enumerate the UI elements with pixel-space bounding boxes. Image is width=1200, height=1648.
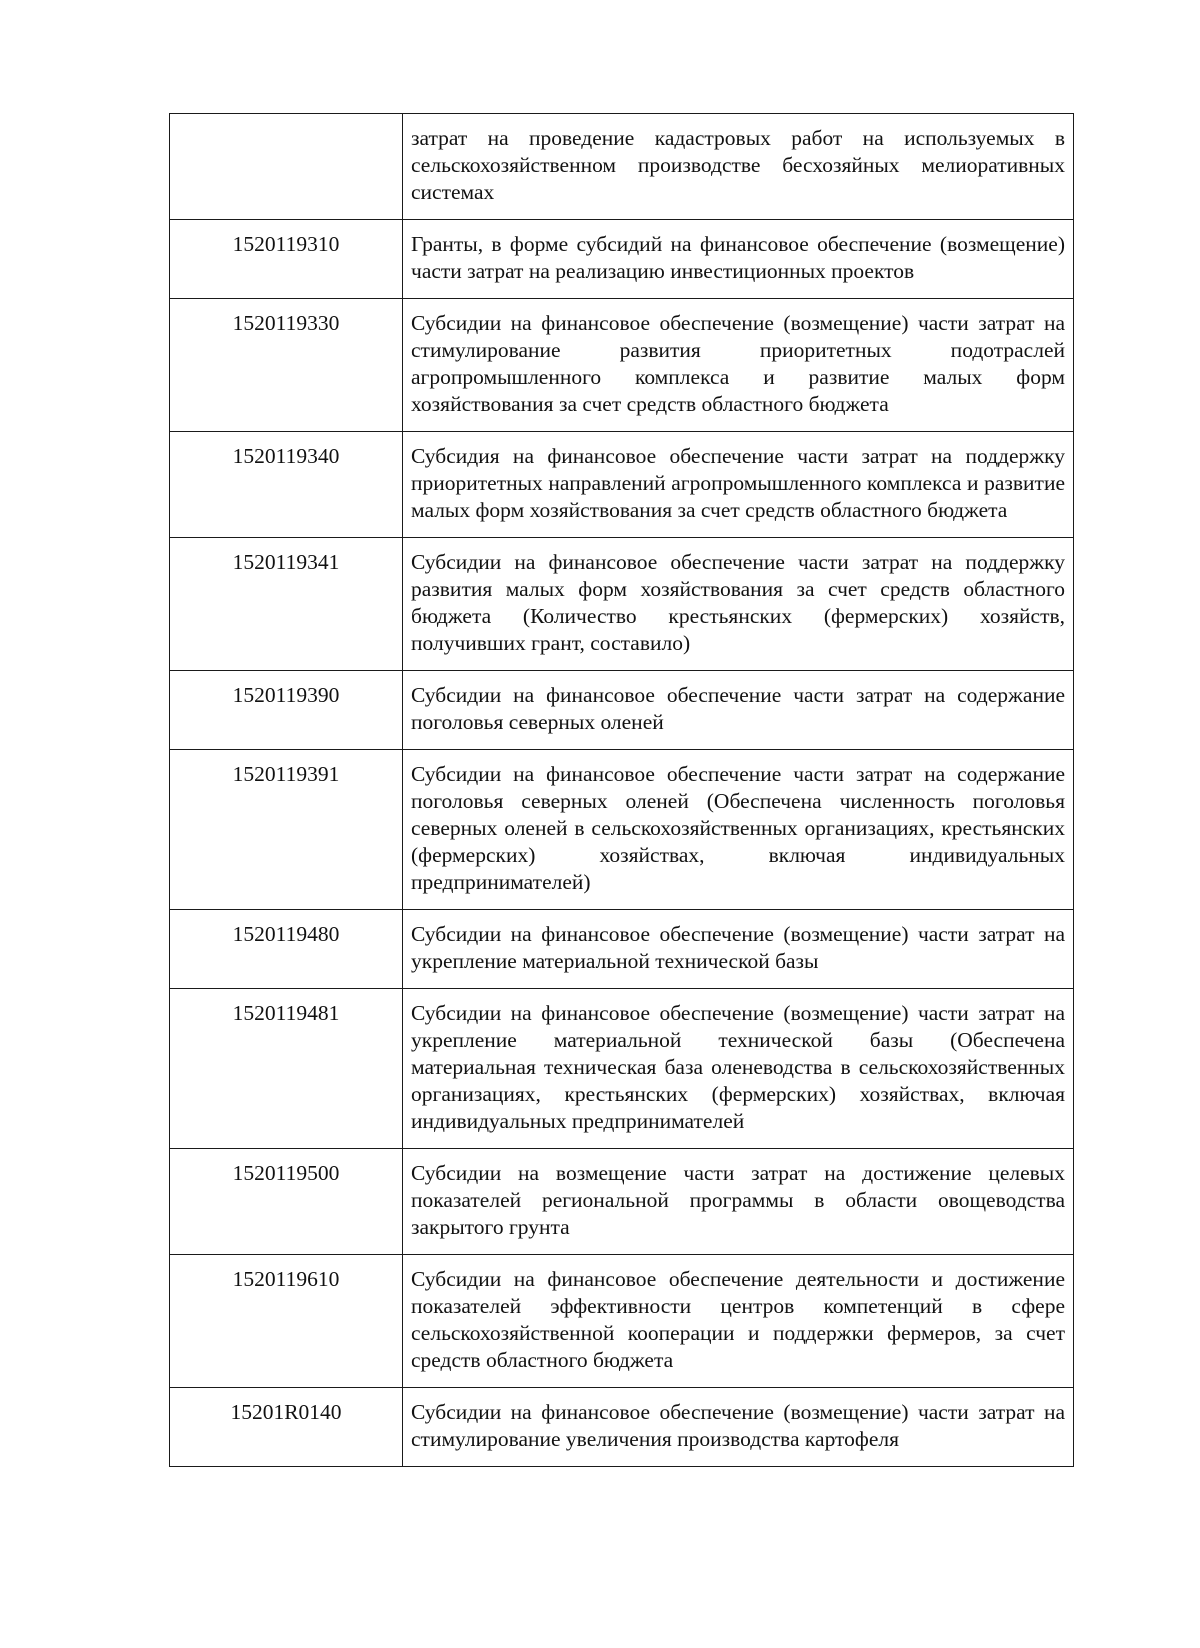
table-row: [170, 114, 1074, 220]
code-cell: 1520119341: [170, 538, 403, 671]
code-cell: 1520119480: [170, 910, 403, 989]
code-cell: 1520119500: [170, 1149, 403, 1255]
budget-codes-table: [169, 113, 1074, 1467]
description-cell: Субсидии на финансовое обеспечение (возмещение) части затрат на укрепление материальной технической базы (Обеспечена материальная техническая база оленеводства в сельскохозяйственных организациях, крестьянских (фермерских) хозяйствах, включая индивидуальных предпринимателей: [403, 989, 1074, 1149]
code-cell: 1520119330: [170, 299, 403, 432]
table-row: [170, 671, 1074, 750]
code-cell: 1520119391: [170, 750, 403, 910]
description-cell: Субсидии на финансовое обеспечение (возмещение) части затрат на стимулирование развития приоритетных подотраслей агропромышленного комплекса и развитие малых форм хозяйствования за счет средств областного бюджета: [403, 299, 1074, 432]
description-cell: Субсидии на финансовое обеспечение деятельности и достижение показателей эффективности центров компетенций в сфере сельскохозяйственной кооперации и поддержки фермеров, за счет средств областного бюджета: [403, 1255, 1074, 1388]
table-row: [170, 432, 1074, 538]
description-cell: Субсидия на финансовое обеспечение части затрат на поддержку приоритетных направлений агропромышленного комплекса и развитие малых форм хозяйствования за счет средств областного бюджета: [403, 432, 1074, 538]
code-cell: 1520119481: [170, 989, 403, 1149]
description-cell: Субсидии на финансовое обеспечение части затрат на содержание поголовья северных оленей: [403, 671, 1074, 750]
description-cell: Субсидии на финансовое обеспечение части затрат на содержание поголовья северных оленей (Обеспечена численность поголовья северных оленей в сельскохозяйственных организациях, крестьянских (фермерских) хозяйствах, включая индивидуальных предпринимателей): [403, 750, 1074, 910]
code-cell: 1520119610: [170, 1255, 403, 1388]
code-cell: [170, 114, 403, 220]
description-cell: Субсидии на возмещение части затрат на достижение целевых показателей региональной программы в области овощеводства закрытого грунта: [403, 1149, 1074, 1255]
table-row: [170, 220, 1074, 299]
table-row: [170, 910, 1074, 989]
description-cell: затрат на проведение кадастровых работ на используемых в сельскохозяйственном производстве бесхозяйных мелиоративных системах: [403, 114, 1074, 220]
table-row: [170, 1255, 1074, 1388]
table-row: [170, 989, 1074, 1149]
code-cell: 15201R0140: [170, 1388, 403, 1467]
code-cell: 1520119310: [170, 220, 403, 299]
description-cell: Субсидии на финансовое обеспечение части затрат на поддержку развития малых форм хозяйствования за счет средств областного бюджета (Количество крестьянских (фермерских) хозяйств, получивших грант, составило): [403, 538, 1074, 671]
description-cell: Субсидии на финансовое обеспечение (возмещение) части затрат на укрепление материальной технической базы: [403, 910, 1074, 989]
table-row: [170, 538, 1074, 671]
table-row: [170, 299, 1074, 432]
code-cell: 1520119390: [170, 671, 403, 750]
table-row: [170, 1388, 1074, 1467]
description-cell: Гранты, в форме субсидий на финансовое обеспечение (возмещение) части затрат на реализацию инвестиционных проектов: [403, 220, 1074, 299]
table-row: [170, 1149, 1074, 1255]
code-cell: 1520119340: [170, 432, 403, 538]
table-row: [170, 750, 1074, 910]
description-cell: Субсидии на финансовое обеспечение (возмещение) части затрат на стимулирование увеличения производства картофеля: [403, 1388, 1074, 1467]
